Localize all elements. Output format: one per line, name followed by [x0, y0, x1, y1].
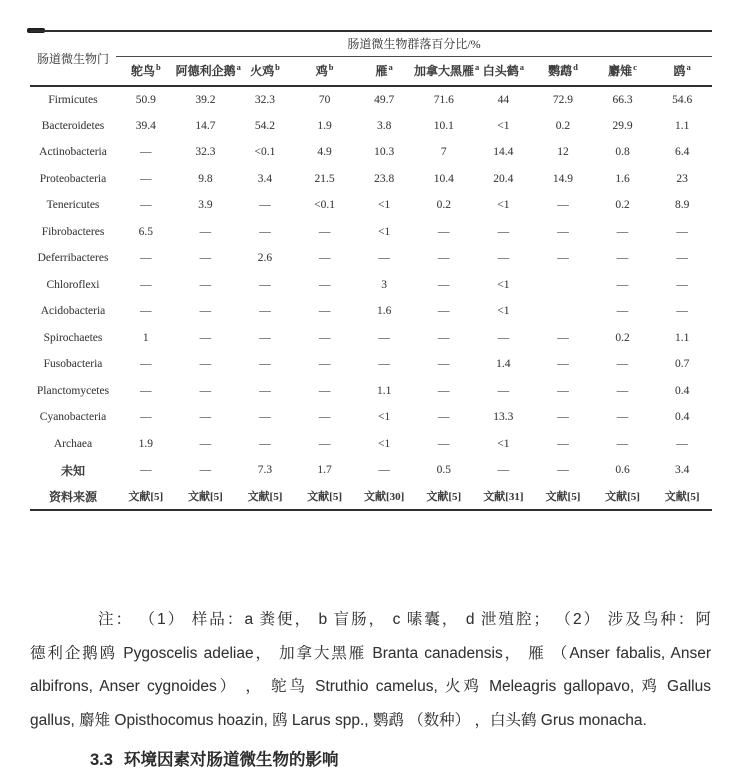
- value-cell: 1.1: [376, 384, 392, 397]
- value-cell: 8.9: [674, 199, 690, 212]
- value-cell: 14.9: [552, 172, 574, 185]
- value-cell: 0.6: [615, 464, 630, 477]
- bird-name: 阿德利企鹅: [175, 64, 236, 79]
- value-cell: —: [557, 252, 569, 265]
- note-line: albifrons, Anser cygnoides） ， 鸵鸟 Struthio camelus, 火鸡 Meleagris gallopavo, 鸡 Gallus: [30, 678, 711, 695]
- value-cell: —: [557, 384, 569, 397]
- row-label: Fibrobacteres: [41, 225, 105, 238]
- value-cell: —: [199, 278, 212, 291]
- bird-name: 麝雉: [608, 64, 633, 79]
- value-cell: 1: [142, 331, 149, 344]
- column-header: [652, 56, 712, 86]
- column-header: [116, 56, 176, 86]
- table-row: [30, 166, 712, 193]
- row-label: Spirochaetes: [43, 331, 103, 344]
- sample-type-superscript: a: [519, 62, 524, 73]
- value-cell: 6.5: [138, 225, 153, 238]
- value-cell: 文献[5]: [187, 491, 223, 504]
- value-cell: <1: [378, 199, 391, 212]
- value-cell: 1.6: [615, 172, 630, 185]
- column-header: [533, 56, 593, 86]
- table-row: [30, 404, 712, 431]
- value-cell: —: [497, 252, 510, 265]
- sample-type-superscript: a: [388, 62, 393, 73]
- value-cell: —: [557, 199, 569, 212]
- value-cell: 39.4: [135, 119, 156, 132]
- table-row: [30, 86, 712, 113]
- value-cell: —: [199, 384, 212, 397]
- value-cell: 文献[5]: [426, 491, 462, 504]
- corner-header: 肠道微生物门: [30, 31, 116, 86]
- table-row: [30, 484, 712, 511]
- table-row: [30, 192, 712, 219]
- bird-header-row: [30, 56, 712, 86]
- value-cell: 文献[31]: [483, 491, 524, 504]
- value-cell: 23: [676, 172, 688, 185]
- value-cell: 3.8: [376, 119, 392, 132]
- sample-type-superscript: d: [573, 62, 578, 73]
- value-cell: —: [140, 305, 152, 318]
- value-cell: —: [497, 331, 510, 344]
- value-cell: 0.8: [615, 146, 630, 159]
- value-cell: 4.9: [317, 146, 332, 159]
- column-header: [175, 56, 241, 86]
- value-cell: —: [557, 437, 569, 450]
- value-cell: 文献[5]: [664, 491, 700, 504]
- value-cell: —: [318, 225, 331, 238]
- value-cell: —: [140, 278, 152, 291]
- value-cell: <1: [497, 119, 510, 132]
- row-label: Firmicutes: [48, 93, 98, 106]
- value-cell: <1: [497, 278, 510, 291]
- value-cell: —: [378, 464, 390, 477]
- value-cell: —: [497, 225, 510, 238]
- note-line: 德利企鹅鸥 Pygoscelis adeliae， 加拿大黑雁 Branta canadensis， 雁 （Anser fabalis, Anser: [30, 644, 711, 662]
- value-cell: 0.2: [615, 331, 630, 344]
- row-label: 未知: [60, 463, 85, 478]
- value-cell: —: [199, 305, 212, 318]
- table-row: [30, 245, 712, 272]
- value-cell: —: [259, 278, 271, 291]
- value-cell: —: [676, 225, 688, 238]
- microbiota-table: [30, 30, 712, 511]
- sample-type-superscript: a: [236, 62, 241, 73]
- value-cell: —: [259, 225, 271, 238]
- value-cell: —: [259, 331, 271, 344]
- value-cell: 文献[5]: [128, 491, 164, 504]
- value-cell: 1.4: [496, 358, 511, 371]
- value-cell: 0.4: [674, 411, 690, 424]
- value-cell: —: [616, 384, 629, 397]
- row-label: Planctomycetes: [36, 384, 110, 397]
- row-label: Fusobacteria: [43, 358, 103, 371]
- value-cell: —: [140, 411, 152, 424]
- value-cell: <0.1: [254, 146, 276, 159]
- value-cell: —: [378, 358, 390, 371]
- value-cell: —: [438, 252, 450, 265]
- value-cell: —: [259, 358, 271, 371]
- value-cell: 54.2: [254, 119, 276, 132]
- value-cell: <1: [497, 437, 510, 450]
- value-cell: <1: [497, 305, 510, 318]
- value-cell: 3: [381, 278, 388, 291]
- value-cell: <1: [378, 225, 391, 238]
- value-cell: —: [438, 411, 450, 424]
- value-cell: 10.1: [433, 119, 454, 132]
- value-cell: —: [318, 437, 331, 450]
- value-cell: —: [676, 252, 688, 265]
- value-cell: 7: [440, 146, 447, 159]
- value-cell: —: [199, 252, 212, 265]
- value-cell: —: [318, 252, 331, 265]
- row-label: Archaea: [53, 437, 93, 450]
- value-cell: —: [616, 437, 629, 450]
- value-cell: —: [616, 278, 629, 291]
- value-cell: <1: [378, 411, 391, 424]
- value-cell: 9.8: [198, 172, 213, 185]
- value-cell: —: [259, 199, 271, 212]
- column-header: [413, 56, 480, 86]
- value-cell: —: [557, 225, 569, 238]
- value-cell: —: [199, 464, 212, 477]
- bird-name: 鹦鹉: [548, 64, 573, 79]
- value-cell: 0.2: [615, 199, 630, 212]
- value-cell: —: [259, 384, 271, 397]
- spanner-header: 肠道微生物群落百分比/%: [116, 31, 712, 56]
- value-cell: —: [140, 358, 152, 371]
- value-cell: —: [378, 252, 390, 265]
- value-cell: —: [140, 464, 152, 477]
- value-cell: 文献[5]: [247, 491, 283, 504]
- value-cell: —: [616, 411, 629, 424]
- value-cell: —: [676, 437, 688, 450]
- value-cell: 1.7: [317, 464, 332, 477]
- value-cell: 0.7: [674, 358, 690, 371]
- value-cell: —: [497, 464, 510, 477]
- value-cell: 10.3: [374, 146, 395, 159]
- value-cell: —: [438, 225, 450, 238]
- bird-name: 雁: [375, 64, 388, 79]
- row-label: Cyanobacteria: [39, 411, 107, 424]
- value-cell: 1.9: [138, 437, 153, 450]
- value-cell: 3.4: [674, 464, 690, 477]
- section-number: 3.3: [90, 751, 113, 769]
- table-row: [30, 378, 712, 405]
- value-cell: —: [438, 331, 450, 344]
- value-cell: —: [557, 331, 569, 344]
- value-cell: —: [616, 225, 629, 238]
- value-cell: [533, 272, 593, 299]
- value-cell: —: [199, 437, 212, 450]
- value-cell: —: [199, 225, 212, 238]
- row-label: Chloroflexi: [46, 278, 100, 291]
- value-cell: 71.6: [433, 93, 454, 106]
- column-header: [354, 56, 414, 86]
- value-cell: —: [318, 305, 331, 318]
- value-cell: —: [438, 278, 450, 291]
- value-cell: —: [616, 305, 629, 318]
- value-cell: —: [140, 252, 152, 265]
- value-cell: 29.9: [612, 119, 633, 132]
- value-cell: —: [438, 358, 450, 371]
- value-cell: —: [140, 199, 152, 212]
- value-cell: 2.6: [257, 252, 273, 265]
- value-cell: 20.4: [493, 172, 514, 185]
- value-cell: 1.9: [317, 119, 332, 132]
- value-cell: 21.5: [314, 172, 335, 185]
- value-cell: —: [557, 358, 569, 371]
- value-cell: —: [318, 384, 331, 397]
- value-cell: —: [259, 411, 271, 424]
- value-cell: 66.3: [612, 93, 633, 106]
- table-row: [30, 113, 712, 140]
- value-cell: —: [140, 172, 152, 185]
- table-body: [30, 86, 712, 510]
- value-cell: —: [199, 331, 212, 344]
- value-cell: 72.9: [552, 93, 574, 106]
- bird-name: 白头鹤: [482, 64, 519, 79]
- value-cell: —: [557, 411, 569, 424]
- value-cell: 7.3: [257, 464, 273, 477]
- table-row: [30, 431, 712, 458]
- row-label: Acidobacteria: [40, 305, 106, 318]
- row-label: Proteobacteria: [39, 172, 107, 185]
- value-cell: 文献[5]: [605, 491, 640, 504]
- row-label: Bacteroidetes: [41, 119, 105, 132]
- value-cell: —: [318, 278, 331, 291]
- sample-type-superscript: a: [474, 62, 480, 73]
- table-row: [30, 272, 712, 299]
- section-title: 环境因素对肠道微生物的影响: [123, 751, 339, 769]
- value-cell: 50.9: [135, 93, 156, 106]
- sample-type-superscript: b: [328, 62, 334, 73]
- value-cell: 10.4: [433, 172, 454, 185]
- note-line: gallus, 麝雉 Opisthocomus hoazin, 鸥 Larus spp., 鹦鹉 （数种） ，白头鹤 Grus monacha.: [30, 711, 647, 729]
- value-cell: —: [438, 384, 450, 397]
- value-cell: [533, 298, 593, 325]
- value-cell: 文献[5]: [545, 491, 581, 504]
- value-cell: 0.2: [436, 199, 451, 212]
- value-cell: —: [378, 331, 390, 344]
- bird-name: 鸵鸟: [130, 64, 155, 79]
- column-header: [295, 56, 355, 86]
- value-cell: 1.1: [674, 119, 690, 132]
- value-cell: —: [676, 305, 688, 318]
- bird-name: 火鸡: [250, 64, 275, 79]
- value-cell: 文献[5]: [307, 491, 342, 504]
- value-cell: 0.5: [436, 464, 451, 477]
- note-line: 注： （1） 样品：a 粪便， b 盲肠， c 嗉囊， d 泄殖腔； （2） 涉及鸟种：阿: [98, 611, 711, 628]
- value-cell: —: [140, 384, 152, 397]
- row-label: 资料来源: [48, 489, 97, 504]
- value-cell: <1: [497, 199, 510, 212]
- value-cell: —: [259, 437, 271, 450]
- value-cell: 3.9: [198, 199, 213, 212]
- value-cell: 0.4: [674, 384, 690, 397]
- table-header: [30, 31, 712, 86]
- sample-type-superscript: c: [633, 62, 637, 73]
- value-cell: —: [318, 411, 331, 424]
- value-cell: —: [318, 358, 331, 371]
- value-cell: —: [497, 384, 510, 397]
- value-cell: —: [318, 331, 331, 344]
- bird-name: 鸡: [315, 64, 328, 79]
- value-cell: 70: [318, 93, 331, 106]
- value-cell: 6.4: [674, 146, 690, 159]
- table-row: [30, 219, 712, 246]
- value-cell: 14.4: [493, 146, 514, 159]
- value-cell: 12: [557, 146, 569, 159]
- column-header: [593, 56, 653, 86]
- table-row: [30, 351, 712, 378]
- value-cell: 0.2: [555, 119, 571, 132]
- value-cell: —: [438, 305, 450, 318]
- value-cell: <0.1: [314, 199, 336, 212]
- value-cell: —: [616, 358, 629, 371]
- section-heading: [90, 746, 338, 770]
- note-paragraph: [30, 603, 711, 737]
- value-cell: —: [616, 252, 629, 265]
- value-cell: 44: [497, 93, 510, 106]
- value-cell: —: [259, 305, 271, 318]
- value-cell: 3.4: [257, 172, 273, 185]
- column-header: [235, 56, 295, 86]
- sample-type-superscript: a: [686, 62, 691, 73]
- value-cell: —: [676, 278, 688, 291]
- table-row: [30, 457, 712, 484]
- value-cell: —: [438, 437, 450, 450]
- value-cell: 49.7: [374, 93, 395, 106]
- value-cell: 32.3: [254, 93, 276, 106]
- bird-name: 加拿大黑雁: [413, 64, 474, 79]
- value-cell: 13.3: [493, 411, 514, 424]
- table-row: [30, 139, 712, 166]
- row-label: Actinobacteria: [39, 146, 107, 159]
- sample-type-superscript: b: [275, 62, 280, 73]
- value-cell: —: [557, 464, 569, 477]
- value-cell: 1.6: [376, 305, 392, 318]
- value-cell: —: [199, 411, 212, 424]
- value-cell: 32.3: [195, 146, 216, 159]
- value-cell: 文献[30]: [364, 491, 405, 504]
- row-label: Deferribacteres: [37, 252, 109, 265]
- table-row: [30, 298, 712, 325]
- bird-name: 鸥: [673, 64, 686, 79]
- value-cell: 14.7: [195, 119, 216, 132]
- sample-type-superscript: b: [155, 62, 161, 73]
- table-row: [30, 325, 712, 352]
- row-label: Tenericutes: [46, 199, 100, 212]
- value-cell: —: [140, 146, 152, 159]
- value-cell: 1.1: [674, 331, 690, 344]
- value-cell: 23.8: [374, 172, 395, 185]
- spanner-row: [30, 31, 712, 56]
- value-cell: <1: [378, 437, 391, 450]
- value-cell: —: [199, 358, 212, 371]
- value-cell: 54.6: [672, 93, 693, 106]
- value-cell: 39.2: [195, 93, 216, 106]
- column-header: [474, 56, 534, 86]
